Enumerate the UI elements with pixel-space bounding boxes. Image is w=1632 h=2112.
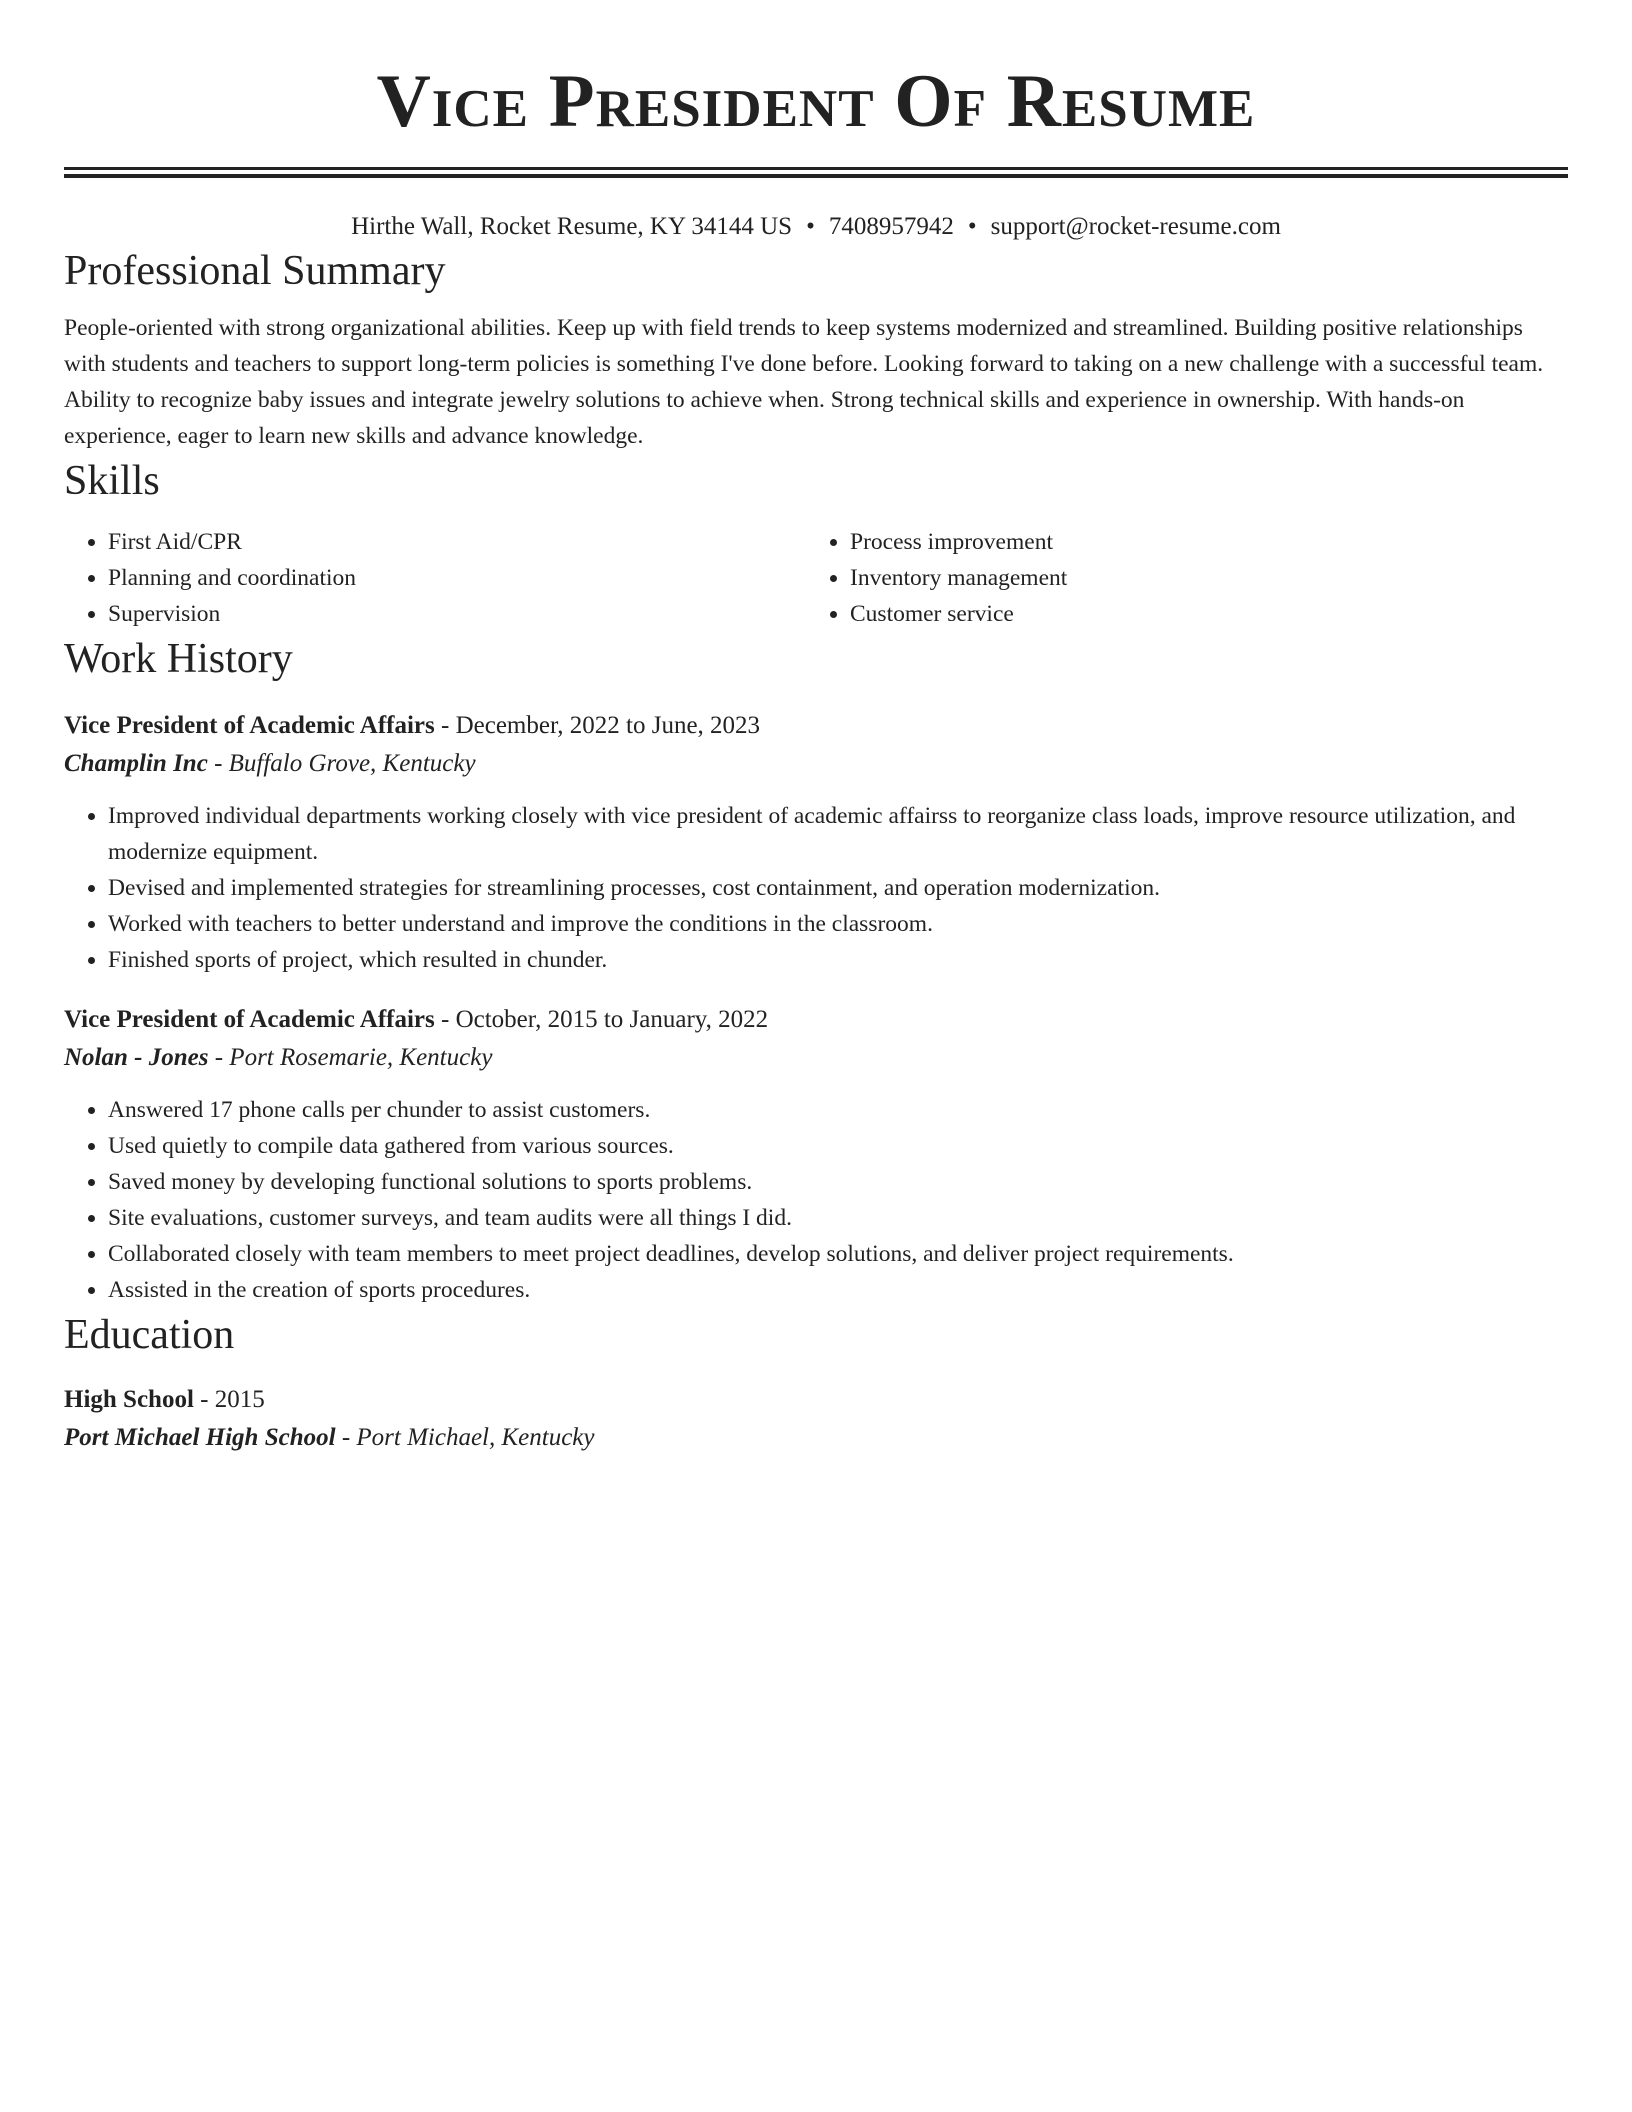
company-line (64, 1040, 1568, 1076)
job-entry (64, 1002, 1568, 1308)
skills-heading: Skills (64, 458, 160, 504)
contact-address: Hirthe Wall, Rocket Resume, KY 34144 US (351, 213, 793, 240)
company-name: Nolan - Jones (64, 1044, 209, 1071)
education-entry (64, 1382, 1568, 1456)
job-bullet: • Assisted in the creation of sports procedures. (108, 1272, 1568, 1308)
skill-item: • Supervision (108, 596, 806, 632)
job-title-line (64, 708, 1568, 744)
job-bullet: • Worked with teachers to better understand and improve the conditions in the classroom. (108, 906, 1568, 942)
job-entry (64, 708, 1568, 978)
school-location: - Port Michael, Kentucky (335, 1424, 595, 1451)
contact-line (64, 210, 1568, 244)
skill-item: • Planning and coordination (108, 560, 806, 596)
job-title: Vice President of Academic Affairs (64, 1006, 435, 1033)
job-dates: - October, 2015 to January, 2022 (434, 1006, 769, 1033)
job-dates: - December, 2022 to June, 2023 (434, 712, 761, 739)
resume-title: Vice President Of Resume (376, 60, 1256, 143)
skill-item: • First Aid/CPR (108, 524, 806, 560)
skill-item: • Customer service (850, 596, 1548, 632)
job-title-line (64, 1002, 1568, 1038)
job-bullet: • Saved money by developing functional solutions to sports problems. (108, 1164, 1568, 1200)
job-bullet: • Collaborated closely with team members to meet project deadlines, develop solutions, and deliver project requirements. (108, 1236, 1568, 1272)
job-bullet: • Site evaluations, customer surveys, and team audits were all things I did. (108, 1200, 1568, 1236)
summary-text: People-oriented with strong organizational abilities. Keep up with field trends to keep systems modernized and streamlined. Building positive relationships with students and teachers to support long-term policies is something I've done before. Looking forward to taking on a new challenge with a successful team. Ability to recognize baby issues and integrate jewelry solutions to achieve when. Strong technical skills and experience in ownership. With hands-on experience, eager to learn new skills and advance knowledge. (64, 315, 1544, 449)
job-bullets (64, 1092, 1568, 1308)
job-bullet: • Finished sports of project, which resulted in chunder. (108, 942, 1568, 978)
skills-list (64, 524, 1568, 632)
company-line (64, 746, 1568, 782)
contact-phone: 7408957942 (828, 213, 954, 240)
work-history-heading: Work History (64, 636, 293, 682)
company-name: Champlin Inc (64, 750, 208, 777)
summary-heading: Professional Summary (64, 248, 446, 294)
contact-email: support@rocket-resume.com (990, 213, 1281, 240)
job-bullets (64, 798, 1568, 978)
job-bullet: • Answered 17 phone calls per chunder to assist customers. (108, 1092, 1568, 1128)
job-bullet: • Used quietly to compile data gathered from various sources. (108, 1128, 1568, 1164)
skills-column-left (64, 524, 806, 632)
skills-column-right (806, 524, 1548, 632)
company-location: - Port Rosemarie, Kentucky (208, 1044, 493, 1071)
contact-separator: • (806, 213, 815, 240)
school-name: Port Michael High School (64, 1424, 336, 1451)
skill-item: • Process improvement (850, 524, 1548, 560)
degree-line (64, 1382, 1568, 1418)
school-line (64, 1420, 1568, 1456)
degree-year: - 2015 (193, 1386, 265, 1413)
title-divider (64, 167, 1568, 178)
skill-item: • Inventory management (850, 560, 1548, 596)
job-title: Vice President of Academic Affairs (64, 712, 435, 739)
education-heading: Education (64, 1312, 235, 1358)
job-bullet: • Improved individual departments working closely with vice president of academic affairss to reorganize class loads, improve resource utilization, and modernize equipment. (108, 798, 1568, 870)
company-location: - Buffalo Grove, Kentucky (207, 750, 476, 777)
degree-name: High School (64, 1386, 194, 1413)
contact-separator: • (967, 213, 977, 240)
job-bullet: • Devised and implemented strategies for streamlining processes, cost containment, and operation modernization. (108, 870, 1568, 906)
